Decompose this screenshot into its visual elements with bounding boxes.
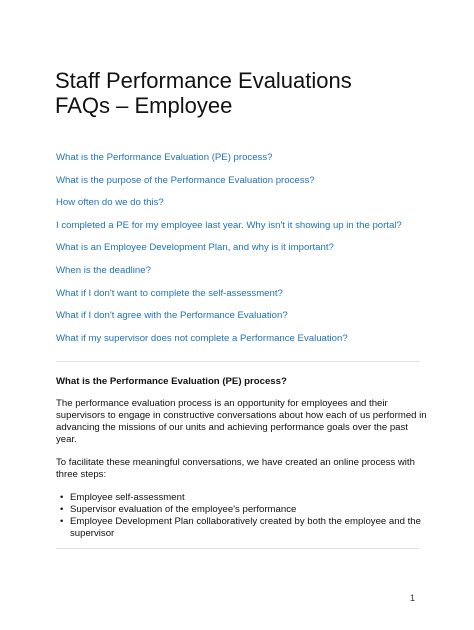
paragraph-line: To facilitate these meaningful conversations, we have created an online process with	[56, 457, 415, 468]
paragraph-line: three steps:	[56, 469, 107, 480]
faq-link-deadline[interactable]: When is the deadline?	[56, 264, 151, 276]
page-title	[55, 68, 352, 118]
faq-link-pe-process[interactable]: What is the Performance Evaluation (PE) process?	[56, 152, 273, 163]
faq-link-disagree[interactable]: What if I don't agree with the Performance Evaluation?	[56, 310, 288, 322]
paragraph-line: The performance evaluation process is an opportunity for employees and their	[56, 398, 388, 409]
faq-link-list	[56, 151, 402, 354]
section-heading: What is the Performance Evaluation (PE) process?	[56, 376, 287, 387]
faq-link-frequency[interactable]: How often do we do this?	[56, 197, 164, 209]
section-paragraph-1	[56, 398, 428, 446]
list-item	[56, 504, 421, 516]
list-item	[56, 492, 421, 504]
bullet-text: Supervisor evaluation of the employee's performance	[70, 504, 297, 515]
list-item	[56, 516, 421, 540]
section-divider	[56, 361, 420, 362]
page-title-line-1: Staff Performance Evaluations	[55, 68, 352, 93]
faq-link-purpose[interactable]: What is the purpose of the Performance Evaluation process?	[56, 174, 315, 186]
section-paragraph-2	[56, 457, 428, 481]
faq-link-self-assessment[interactable]: What if I don't want to complete the self-assessment?	[56, 287, 283, 299]
bullet-icon: •	[60, 492, 64, 503]
section-divider	[56, 548, 420, 549]
bullet-text-continued: supervisor	[70, 528, 115, 539]
faq-link-portal-missing[interactable]: I completed a PE for my employee last year. Why isn't it showing up in the portal?	[56, 219, 402, 231]
paragraph-line: supervisors to engage in constructive conversations about how each of us performed in	[56, 410, 427, 421]
steps-bullet-list	[56, 492, 421, 540]
faq-link-supervisor-missing[interactable]: What if my supervisor does not complete a Performance Evaluation?	[56, 332, 348, 344]
bullet-icon: •	[60, 516, 64, 527]
paragraph-line: year.	[56, 434, 77, 445]
bullet-icon: •	[60, 504, 64, 515]
bullet-text: Employee self-assessment	[70, 492, 185, 503]
page-number: 1	[410, 593, 416, 603]
paragraph-line: advancing the missions of our units and achieving performance goals over the past	[56, 422, 408, 433]
page-title-line-2: FAQs – Employee	[55, 93, 233, 118]
faq-link-development-plan[interactable]: What is an Employee Development Plan, and why is it important?	[56, 242, 334, 254]
bullet-text: Employee Development Plan collaboratively created by both the employee and the	[70, 516, 421, 527]
